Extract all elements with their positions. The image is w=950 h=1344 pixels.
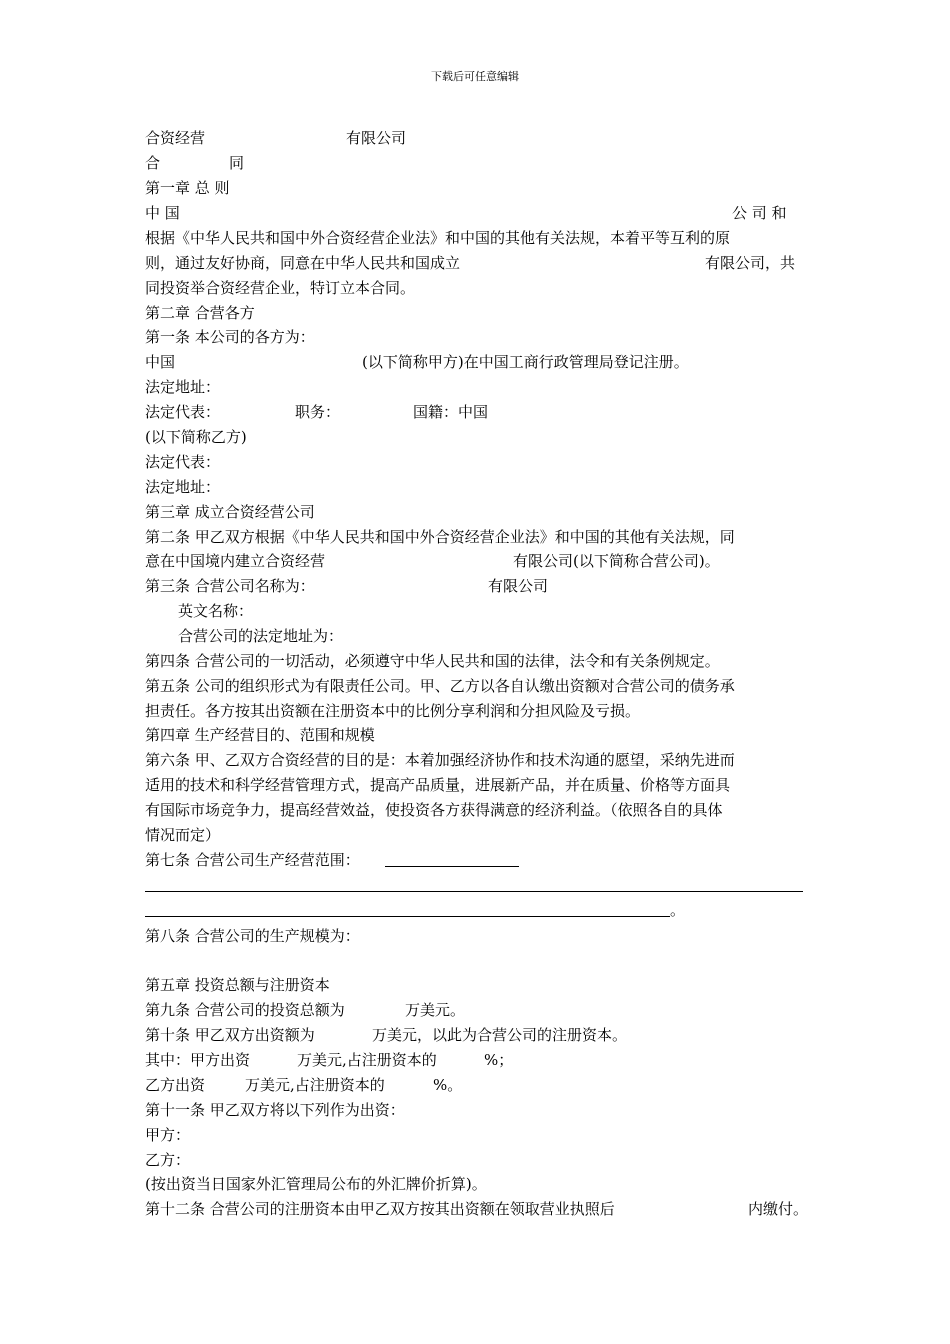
article-6-line4: 情况而定） bbox=[145, 826, 221, 844]
article-2-line1: 第二条 甲乙双方根据《中华人民共和国中外合资经营企业法》和中国的其他有关法规，同 bbox=[145, 528, 735, 546]
intro-line1-right: 公 司 和 bbox=[732, 204, 787, 222]
intro-line1-left: 中 国 bbox=[145, 204, 180, 222]
intro-line2: 根据《中华人民共和国中外合资经营企业法》和中国的其他有关法规，本着平等互利的原 bbox=[145, 229, 731, 247]
title-left: 合资经营 bbox=[145, 129, 206, 147]
article-7-end: 。 bbox=[670, 901, 686, 919]
article-10-left: 第十条 甲乙双方出资额为 bbox=[145, 1026, 315, 1044]
legal-rep-a: 法定代表： bbox=[145, 403, 221, 421]
article-3-left: 第三条 合营公司名称为： bbox=[145, 577, 315, 595]
legal-address-jv: 合营公司的法定地址为： bbox=[178, 627, 344, 645]
legal-address-b: 法定地址： bbox=[145, 478, 221, 496]
intro-line3-right: 有限公司，共 bbox=[705, 254, 796, 272]
legal-address-a: 法定地址： bbox=[145, 378, 221, 396]
subtitle-a: 合 bbox=[145, 154, 161, 172]
article-11: 第十一条 甲乙双方将以下列作为出资： bbox=[145, 1101, 405, 1119]
article-3-right: 有限公司 bbox=[488, 577, 549, 595]
party-b-contribution-left: 乙方出资 bbox=[145, 1076, 206, 1094]
scope-blank-2 bbox=[145, 891, 803, 892]
article-9-left: 第九条 合营公司的投资总额为 bbox=[145, 1001, 345, 1019]
article-6-line3: 有国际市场竞争力，提高经营效益，使投资各方获得满意的经济利益。（依照各自的具体 bbox=[145, 801, 723, 819]
legal-rep-b: 法定代表： bbox=[145, 453, 221, 471]
english-name: 英文名称： bbox=[178, 602, 254, 620]
party-a-contribution-right: %； bbox=[484, 1051, 514, 1069]
chapter-4-heading: 第四章 生产经营目的、范围和规模 bbox=[145, 726, 375, 744]
contribution-party-a: 甲方： bbox=[145, 1126, 191, 1144]
party-b: (以下简称乙方) bbox=[145, 428, 247, 446]
party-a-left: 中国 bbox=[145, 353, 176, 371]
article-5-line1: 第五条 公司的组织形式为有限责任公司。甲、乙方以各自认缴出资额对合营公司的债务承 bbox=[145, 677, 735, 695]
page-header: 下载后可任意编辑 bbox=[431, 70, 519, 83]
chapter-5-heading: 第五章 投资总额与注册资本 bbox=[145, 976, 330, 994]
article-12-right: 内缴付。 bbox=[748, 1200, 809, 1218]
party-b-contribution-right: %。 bbox=[433, 1076, 463, 1094]
duty-a: 职务： bbox=[295, 403, 341, 421]
chapter-3-heading: 第三章 成立合资经营公司 bbox=[145, 503, 315, 521]
article-12-left: 第十二条 合营公司的注册资本由甲乙双方按其出资额在领取营业执照后 bbox=[145, 1200, 615, 1218]
scope-blank-3 bbox=[145, 916, 670, 917]
chapter-2-heading: 第二章 合营各方 bbox=[145, 304, 255, 322]
subtitle-b: 同 bbox=[229, 154, 245, 172]
party-a-right: (以下简称甲方)在中国工商行政管理局登记注册。 bbox=[362, 353, 689, 371]
title-right: 有限公司 bbox=[346, 129, 407, 147]
article-6-line1: 第六条 甲、乙双方合资经营的目的是：本着加强经济协作和技术沟通的愿望，采纳先进而 bbox=[145, 751, 735, 769]
article-9-right: 万美元。 bbox=[405, 1001, 466, 1019]
article-8: 第八条 合营公司的生产规模为： bbox=[145, 927, 360, 945]
contribution-party-b: 乙方： bbox=[145, 1151, 191, 1169]
party-b-contribution-mid: 万美元,占注册资本的 bbox=[245, 1076, 385, 1094]
nationality-a: 国籍：中国 bbox=[413, 403, 489, 421]
party-a-contribution-left: 其中：甲方出资 bbox=[145, 1051, 251, 1069]
article-6-line2: 适用的技术和科学经营管理方式，提高产品质量，进展新产品，并在质量、价格等方面具 bbox=[145, 776, 731, 794]
scope-blank-1 bbox=[385, 866, 519, 867]
article-2-line2-left: 意在中国境内建立合资经营 bbox=[145, 552, 326, 570]
intro-line4: 同投资举合资经营企业，特订立本合同。 bbox=[145, 279, 416, 297]
intro-line3-left: 则，通过友好协商，同意在中华人民共和国成立 bbox=[145, 254, 461, 272]
exchange-rate-note: (按出资当日国家外汇管理局公布的外汇牌价折算)。 bbox=[145, 1175, 487, 1193]
chapter-1-heading: 第一章 总 则 bbox=[145, 179, 230, 197]
article-4: 第四条 合营公司的一切活动，必须遵守中华人民共和国的法律，法令和有关条例规定。 bbox=[145, 652, 720, 670]
article-5-line2: 担责任。各方按其出资额在注册资本中的比例分享利润和分担风险及亏损。 bbox=[145, 702, 641, 720]
article-7: 第七条 合营公司生产经营范围： bbox=[145, 851, 360, 869]
article-10-right: 万美元，以此为合营公司的注册资本。 bbox=[372, 1026, 628, 1044]
article-2-line2-right: 有限公司(以下简称合营公司)。 bbox=[513, 552, 720, 570]
party-a-contribution-mid: 万美元,占注册资本的 bbox=[297, 1051, 437, 1069]
article-1: 第一条 本公司的各方为： bbox=[145, 328, 315, 346]
